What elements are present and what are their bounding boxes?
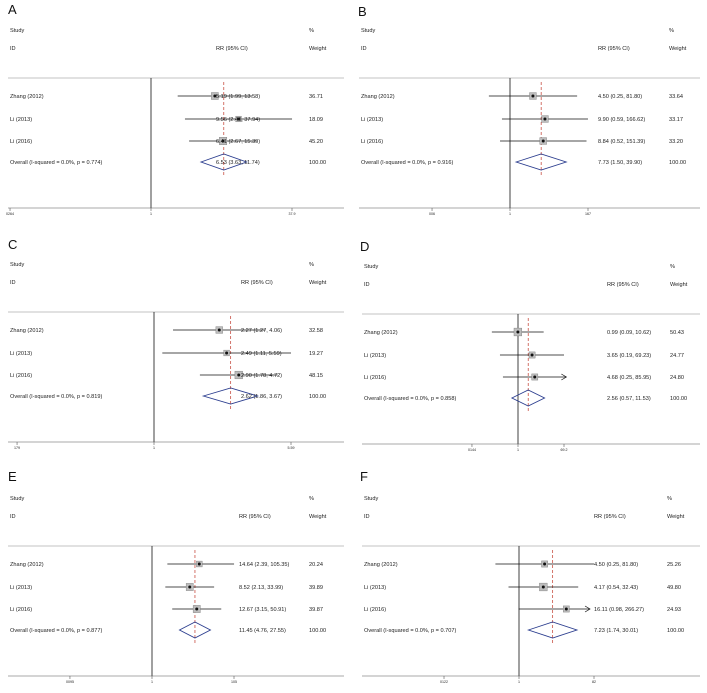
x-tick-label: 82 [592, 680, 596, 684]
panel-letter-a: A [8, 2, 17, 17]
point-estimate [225, 352, 228, 355]
x-tick-label: 1 [517, 448, 519, 452]
x-tick-label: 0122 [440, 680, 449, 684]
header-pct: % [309, 28, 314, 34]
x-tick-label: 006 [429, 212, 436, 216]
x-tick-label: 5.59 [287, 446, 295, 450]
study-label: Li (2016) [361, 139, 384, 145]
header-weight: Weight [669, 46, 687, 52]
header-effect: RR (95% CI) [607, 282, 639, 288]
study-ci-text: 2.90 (1.78, 4.72) [241, 373, 283, 379]
point-estimate [218, 329, 221, 332]
header-effect: RR (95% CI) [239, 514, 271, 520]
x-tick-label: 0144 [467, 448, 476, 452]
study-label: Zhang (2012) [10, 562, 44, 568]
x-tick-label: 1 [509, 212, 511, 216]
study-ci-text: 8.52 (2.13, 33.99) [239, 585, 284, 591]
header-id: ID [10, 514, 16, 520]
header-weight: Weight [309, 46, 327, 52]
header-pct: % [667, 496, 672, 502]
x-tick-label: 1 [150, 212, 152, 216]
x-tick-label: 69.2 [560, 448, 568, 452]
overall-label: Overall (I-squared = 0.0%, p = 0.858) [364, 396, 457, 402]
x-tick-label: 37.9 [288, 212, 296, 216]
panel-letter-f: F [360, 469, 368, 484]
point-estimate [516, 331, 519, 334]
study-ci-text: 0.99 (0.09, 10.62) [607, 330, 652, 336]
header-study: Study [10, 262, 25, 268]
study-weight: 49.80 [667, 585, 681, 591]
study-label: Li (2013) [10, 117, 33, 123]
study-weight: 18.09 [309, 117, 323, 123]
header-study: Study [10, 28, 25, 34]
forest-plot-b [355, 22, 700, 222]
study-label: Zhang (2012) [10, 94, 44, 100]
study-ci-text: 2.27 (1.27, 4.06) [241, 328, 283, 334]
study-label: Li (2016) [10, 607, 33, 613]
panel-letter-e: E [8, 469, 17, 484]
header-effect: RR (95% CI) [594, 514, 626, 520]
panel-letter-b: B [358, 4, 367, 19]
forest-plot-e [4, 490, 344, 690]
study-ci-text: 6.41 (2.67, 15.39) [216, 139, 261, 145]
study-ci-text: 2.49 (1.11, 5.59) [241, 351, 282, 357]
header-weight: Weight [670, 282, 688, 288]
point-estimate [237, 374, 240, 377]
study-label: Li (2013) [10, 585, 33, 591]
header-study: Study [364, 264, 379, 270]
x-tick-label: 1 [518, 680, 520, 684]
overall-weight: 100.00 [309, 160, 327, 166]
forest-plot-d [358, 258, 700, 458]
study-label: Zhang (2012) [364, 330, 398, 336]
study-label: Li (2013) [361, 117, 384, 123]
overall-ci-text: 7.73 (1.50, 39.90) [598, 160, 643, 166]
study-ci-text: 9.56 (2.40, 37.94) [216, 117, 261, 123]
header-id: ID [364, 514, 370, 520]
header-id: ID [10, 46, 16, 52]
study-ci-text: 12.67 (3.15, 50.91) [239, 607, 287, 613]
overall-weight: 100.00 [667, 628, 685, 634]
study-weight: 25.26 [667, 562, 681, 568]
study-ci-text: 16.11 (0.98, 266.27) [594, 607, 644, 613]
study-weight: 48.15 [309, 373, 323, 379]
header-effect: RR (95% CI) [216, 46, 248, 52]
point-estimate [198, 563, 201, 566]
x-tick-label: 0095 [65, 680, 74, 684]
x-tick-label: 167 [585, 212, 591, 216]
header-pct: % [669, 28, 674, 34]
overall-weight: 100.00 [309, 628, 327, 634]
study-weight: 50.43 [670, 330, 684, 336]
overall-label: Overall (I-squared = 0.0%, p = 0.774) [10, 160, 103, 166]
overall-label: Overall (I-squared = 0.0%, p = 0.707) [364, 628, 457, 634]
study-label: Zhang (2012) [364, 562, 398, 568]
forest-plot-f [358, 490, 700, 690]
study-weight: 33.20 [669, 139, 683, 145]
forest-plot-a [4, 22, 344, 222]
forest-plot-c [4, 256, 344, 456]
header-id: ID [361, 46, 367, 52]
study-weight: 24.80 [670, 375, 684, 381]
header-weight: Weight [667, 514, 685, 520]
overall-weight: 100.00 [309, 394, 327, 400]
point-estimate [531, 95, 534, 98]
overall-ci-text: 2.56 (0.57, 11.53) [607, 396, 651, 402]
study-weight: 20.24 [309, 562, 323, 568]
header-study: Study [364, 496, 379, 502]
point-estimate [533, 376, 536, 379]
header-effect: RR (95% CI) [598, 46, 630, 52]
x-tick-label: 105 [231, 680, 237, 684]
study-ci-text: 3.65 (0.19, 69.23) [607, 353, 652, 359]
header-pct: % [309, 262, 314, 268]
panel-letter-d: D [360, 239, 370, 254]
overall-ci-text: 2.62 (1.86, 3.67) [241, 394, 283, 400]
header-id: ID [364, 282, 370, 288]
overall-label: Overall (I-squared = 0.0%, p = 0.916) [361, 160, 454, 166]
study-weight: 32.58 [309, 328, 323, 334]
x-tick-label: 0264 [6, 212, 15, 216]
study-label: Li (2013) [364, 353, 387, 359]
study-weight: 24.93 [667, 607, 681, 613]
x-tick-label: 179 [14, 446, 21, 450]
study-ci-text: 5.19 (1.99, 13.58) [216, 94, 261, 100]
study-label: Zhang (2012) [10, 328, 44, 334]
header-effect: RR (95% CI) [241, 280, 273, 286]
header-study: Study [10, 496, 25, 502]
study-weight: 33.64 [669, 94, 683, 100]
overall-label: Overall (I-squared = 0.0%, p = 0.877) [10, 628, 103, 634]
x-tick-label: 1 [151, 680, 153, 684]
study-label: Li (2013) [364, 585, 387, 591]
study-ci-text: 8.84 (0.52, 151.39) [598, 139, 646, 145]
point-estimate [531, 354, 534, 357]
point-estimate [188, 586, 191, 589]
study-ci-text: 14.64 (2.39, 105.35) [239, 562, 290, 568]
study-weight: 45.20 [309, 139, 323, 145]
overall-ci-text: 6.53 (3.63, 11.74) [216, 160, 260, 166]
header-weight: Weight [309, 514, 327, 520]
overall-weight: 100.00 [669, 160, 687, 166]
study-label: Zhang (2012) [361, 94, 395, 100]
point-estimate [543, 118, 546, 121]
study-ci-text: 4.50 (0.25, 81.80) [598, 94, 643, 100]
study-label: Li (2013) [10, 351, 33, 357]
study-weight: 19.27 [309, 351, 323, 357]
panel-letter-c: C [8, 237, 18, 252]
x-tick-label: 1 [153, 446, 155, 450]
header-pct: % [309, 496, 314, 502]
overall-weight: 100.00 [670, 396, 688, 402]
point-estimate [565, 608, 568, 611]
study-label: Li (2016) [10, 373, 33, 379]
point-estimate [542, 586, 545, 589]
overall-ci-text: 7.23 (1.74, 30.01) [594, 628, 639, 634]
overall-ci-text: 11.45 (4.76, 27.55) [239, 628, 286, 634]
point-estimate [542, 140, 545, 143]
study-label: Li (2016) [10, 139, 33, 145]
study-label: Li (2016) [364, 375, 387, 381]
header-study: Study [361, 28, 376, 34]
study-ci-text: 4.68 (0.25, 85.95) [607, 375, 652, 381]
point-estimate [195, 608, 198, 611]
study-ci-text: 9.90 (0.59, 166.62) [598, 117, 646, 123]
point-estimate [543, 563, 546, 566]
header-weight: Weight [309, 280, 327, 286]
study-label: Li (2016) [364, 607, 387, 613]
study-weight: 24.77 [670, 353, 684, 359]
header-pct: % [670, 264, 675, 270]
study-weight: 39.87 [309, 607, 323, 613]
header-id: ID [10, 280, 16, 286]
study-weight: 33.17 [669, 117, 683, 123]
overall-label: Overall (I-squared = 0.0%, p = 0.819) [10, 394, 103, 400]
study-weight: 39.89 [309, 585, 323, 591]
study-ci-text: 4.50 (0.25, 81.80) [594, 562, 639, 568]
study-weight: 36.71 [309, 94, 323, 100]
study-ci-text: 4.17 (0.54, 32.43) [594, 585, 639, 591]
